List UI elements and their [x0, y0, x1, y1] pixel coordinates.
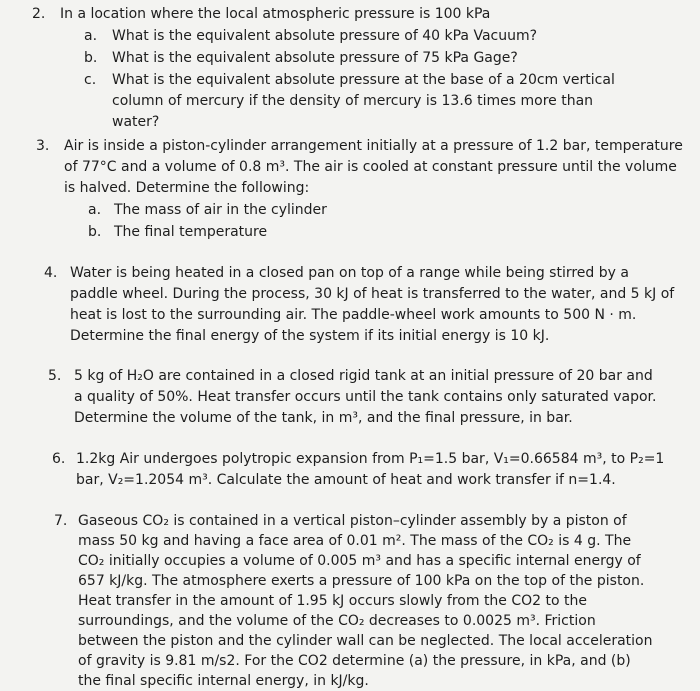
question-text: Water is being heated in a closed pan on top of a range while being stirred by a paddle wheel. During the process, 30 kJ of heat is transferred to the water, and 5 kJ of heat is lost to the surrounding air. The paddle-wheel work amounts to 500 N · m. Determine the final energy of the system if its initial energy is 10 kJ. — [70, 265, 675, 344]
question-2-stem-row — [32, 4, 682, 25]
sub-item — [84, 70, 624, 133]
question-text: In a location where the local atmospheric pressure is 100 kPa — [60, 6, 491, 22]
question-5 — [48, 366, 658, 429]
question-2 — [32, 4, 682, 133]
sub-item-text: What is the equivalent absolute pressure of 75 kPa Gage? — [112, 50, 518, 66]
sub-item — [88, 200, 690, 221]
question-7-row — [54, 511, 654, 691]
question-7 — [54, 511, 654, 691]
question-text: 5 kg of H₂O are contained in a closed rigid tank at an initial pressure of 20 bar and a quality of 50%. Heat transfer occurs until the tank contains only saturated vapor. Determine the volume of the tank, in m³, and the final pressure, in bar. — [74, 368, 657, 426]
question-number: 2. — [32, 6, 46, 22]
sub-item-text: What is the equivalent absolute pressure at the base of a 20cm vertical column of mercury if the density of mercury is 13.6 times more than water? — [112, 72, 615, 130]
question-4-row — [44, 263, 676, 347]
question-4 — [44, 263, 676, 347]
sub-item-text: The mass of air in the cylinder — [114, 202, 327, 218]
sub-item-letter: a. — [88, 202, 102, 218]
question-6-row — [52, 449, 666, 491]
question-text: Gaseous CO₂ is contained in a vertical piston–cylinder assembly by a piston of mass 50 kg and having a face area of 0.01 m². The mass of the CO₂ is 4 g. The CO₂ initially occupies a volume of 0.005 m³ and has a specific internal energy of 657 kJ/kg. The atmosphere exerts a pressure of 100 kPa on the top of the piston. Heat transfer in the amount of 1.95 kJ occurs slowly from the CO2 to the surroundings, and the volume of the CO₂ decreases to 0.0025 m³. Friction between the piston and the cylinder wall can be neglected. The local acceleration of gravity is 9.81 m/s2. For the CO2 determine (a) the pressure, in kPa, and (b) the final specific internal energy, in kJ/kg. — [78, 513, 653, 689]
sub-item-letter: c. — [84, 72, 97, 88]
sub-item — [84, 26, 682, 47]
question-number: 3. — [36, 138, 50, 154]
question-number: 6. — [52, 451, 66, 467]
question-number: 7. — [54, 513, 68, 529]
sub-item-letter: a. — [84, 28, 98, 44]
question-6 — [52, 449, 666, 491]
question-number: 4. — [44, 265, 58, 281]
question-text: 1.2kg Air undergoes polytropic expansion from P₁=1.5 bar, V₁=0.66584 m³, to P₂=1 bar, V₂=1.2054 m³. Calculate the amount of heat and work transfer if n=1.4. — [76, 451, 665, 488]
question-3-stem-row — [36, 136, 690, 199]
sub-item — [84, 48, 682, 69]
question-5-row — [48, 366, 658, 429]
sub-item-letter: b. — [88, 224, 102, 240]
sub-item-text: What is the equivalent absolute pressure of 40 kPa Vacuum? — [112, 28, 538, 44]
question-number: 5. — [48, 368, 62, 384]
sub-item — [88, 222, 690, 243]
sub-item-text: The final temperature — [114, 224, 268, 240]
question-3 — [36, 136, 690, 243]
sub-item-letter: b. — [84, 50, 98, 66]
question-text: Air is inside a piston-cylinder arrangement initially at a pressure of 1.2 bar, temperature of 77°C and a volume of 0.8 m³. The air is cooled at constant pressure until the volume is halved. Determine the following: — [64, 138, 683, 196]
